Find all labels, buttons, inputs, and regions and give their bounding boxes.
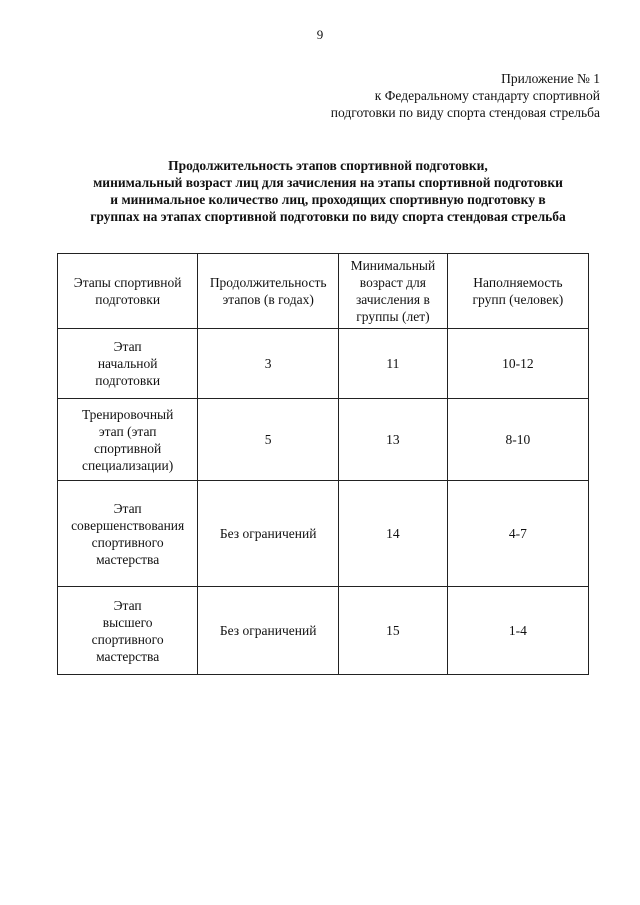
header-line: зачисления в	[355, 292, 430, 307]
stage-line: начальной	[97, 356, 158, 371]
duration-cell: 3	[198, 329, 339, 399]
stage-line: спортивного	[91, 534, 164, 550]
stage-line: Этап	[113, 597, 142, 613]
title-line: группах на этапах спортивной подготовки по виду спорта стендовая стрельба	[90, 209, 566, 224]
table-row	[58, 481, 589, 587]
min-age-cell: 14	[339, 481, 448, 587]
table-header-row	[58, 254, 589, 329]
duration-cell: 5	[198, 399, 339, 481]
stage-line: Тренировочный	[81, 406, 174, 422]
page-number: 9	[316, 27, 324, 42]
header-line: подготовки	[95, 292, 161, 307]
group-size-cell: 8-10	[447, 399, 588, 481]
header-duration	[198, 254, 339, 329]
duration-cell: Без ограничений	[198, 481, 339, 587]
min-age-cell: 15	[339, 587, 448, 675]
title-line: Продолжительность этапов спортивной подготовки,	[168, 158, 488, 173]
stage-line: совершенствования	[71, 517, 185, 533]
stage-line: мастерства	[96, 648, 160, 664]
header-min-age	[339, 254, 448, 329]
duration-cell: Без ограничений	[198, 587, 339, 675]
table-row	[58, 399, 589, 481]
stage-cell	[58, 399, 198, 481]
header-line: Минимальный	[350, 258, 436, 273]
stage-line: мастерства	[96, 551, 160, 567]
appendix-line: к Федеральному стандарту спортивной	[374, 88, 600, 103]
header-line: Наполняемость	[473, 275, 563, 290]
stage-line: Этап	[113, 500, 142, 516]
stage-cell	[58, 329, 198, 399]
stage-cell	[58, 587, 198, 675]
stage-line: спортивной	[94, 440, 162, 456]
document-title	[40, 157, 616, 225]
appendix-line: Приложение № 1	[501, 71, 600, 86]
header-line: этапов (в годах)	[222, 292, 314, 307]
group-size-cell: 1-4	[447, 587, 588, 675]
stage-line: спортивного	[91, 631, 164, 647]
title-line: минимальный возраст лиц для зачисления на этапы спортивной подготовки	[93, 175, 563, 190]
min-age-cell: 11	[339, 329, 448, 399]
appendix-reference	[331, 70, 600, 121]
title-line: и минимальное количество лиц, проходящих спортивную подготовку в	[110, 192, 546, 207]
header-group-size	[447, 254, 588, 329]
table-row	[58, 329, 589, 399]
stage-line: подготовки	[95, 373, 161, 388]
group-size-cell: 4-7	[447, 481, 588, 587]
stage-cell	[58, 481, 198, 587]
header-line: возраст для	[359, 275, 426, 290]
stage-line: этап (этап	[98, 423, 157, 439]
group-size-cell: 10-12	[447, 329, 588, 399]
table-row	[58, 587, 589, 675]
training-stages-table	[57, 253, 589, 675]
header-line: группы (лет)	[356, 309, 430, 324]
header-stages	[58, 254, 198, 329]
stage-line: высшего	[102, 614, 153, 630]
stage-line: специализации)	[82, 457, 174, 473]
header-line: Продолжительность	[209, 275, 327, 290]
header-line: групп (человек)	[472, 292, 564, 307]
stage-line: Этап	[113, 339, 142, 354]
min-age-cell: 13	[339, 399, 448, 481]
header-line: Этапы спортивной	[73, 275, 182, 290]
appendix-line: подготовки по виду спорта стендовая стрельба	[330, 105, 600, 120]
